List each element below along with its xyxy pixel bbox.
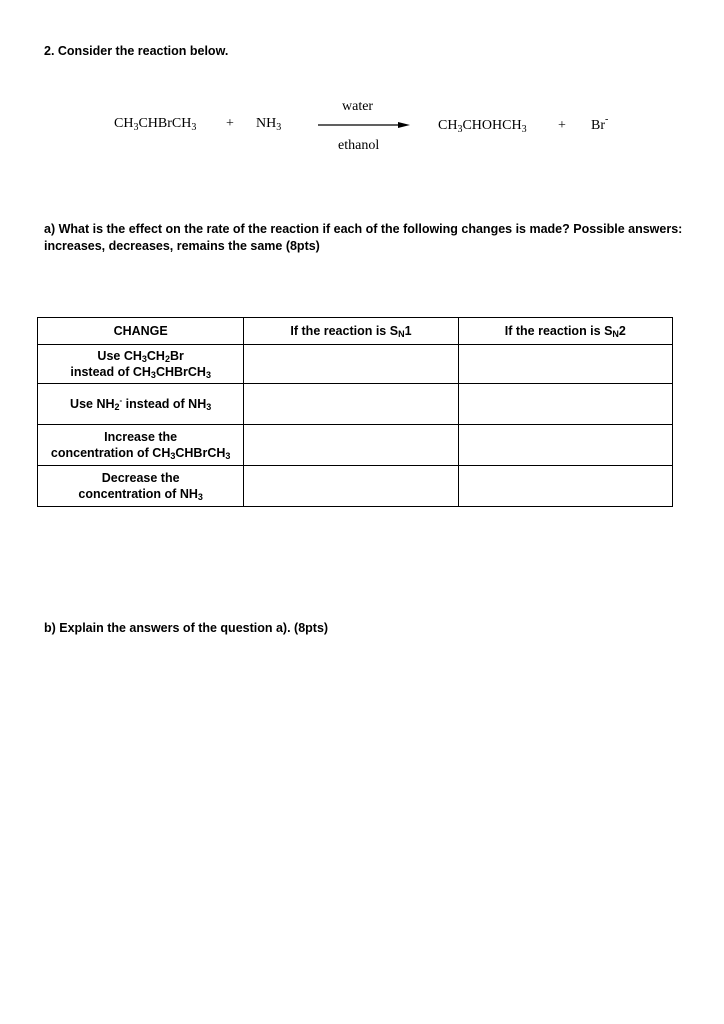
product-1: $CH_3CHOHCH_3$ <box>438 118 527 135</box>
reaction-arrow-icon <box>318 121 410 129</box>
sn2-answer-cell[interactable] <box>458 425 672 466</box>
change-cell: Increase the concentration of $CH_3CHBrCH_3$ <box>38 425 244 466</box>
change-cell: Use $CH_3CH_2Br$ instead of $CH_3CHBrCH_3$ <box>38 345 244 384</box>
sn2-answer-cell[interactable] <box>458 466 672 507</box>
table-header-row <box>38 318 673 345</box>
change-cell: Use $NH_2^-$ instead of $NH_3$ <box>38 384 244 425</box>
condition-above-arrow: water <box>342 99 374 114</box>
changes-table <box>37 317 673 507</box>
sn2-answer-cell[interactable] <box>458 384 672 425</box>
table-row <box>38 345 673 384</box>
condition-below-arrow: ethanol <box>338 138 380 153</box>
plus-sign-2: + <box>558 118 566 133</box>
change-cell: Decrease the concentration of $NH_3$ <box>38 466 244 507</box>
table-row <box>38 384 673 425</box>
reactant-2: $NH_3$ <box>256 116 282 133</box>
reactant-1: $CH_3CHBrCH_3$ <box>114 116 197 133</box>
sn1-answer-cell[interactable] <box>244 425 458 466</box>
header-sn2: If the reaction is $S_N2$ <box>458 318 672 345</box>
part-b-question: b) Explain the answers of the question a). (8pts) <box>44 621 329 635</box>
table-row <box>38 466 673 507</box>
table-row <box>38 425 673 466</box>
sn1-answer-cell[interactable] <box>244 345 458 384</box>
product-2: Br- <box>591 114 609 133</box>
part-a-question: a) What is the effect on the rate of the reaction if each of the following changes is made? Possible answers: increases, decreases, remains the same (8pts) <box>44 222 683 253</box>
header-sn1: If the reaction is $S_N1$ <box>244 318 458 345</box>
question-title: 2. Consider the reaction below. <box>44 44 229 58</box>
header-change: CHANGE <box>38 318 244 345</box>
sn2-answer-cell[interactable] <box>458 345 672 384</box>
plus-sign-1: + <box>226 116 234 131</box>
sn1-answer-cell[interactable] <box>244 466 458 507</box>
sn1-answer-cell[interactable] <box>244 384 458 425</box>
